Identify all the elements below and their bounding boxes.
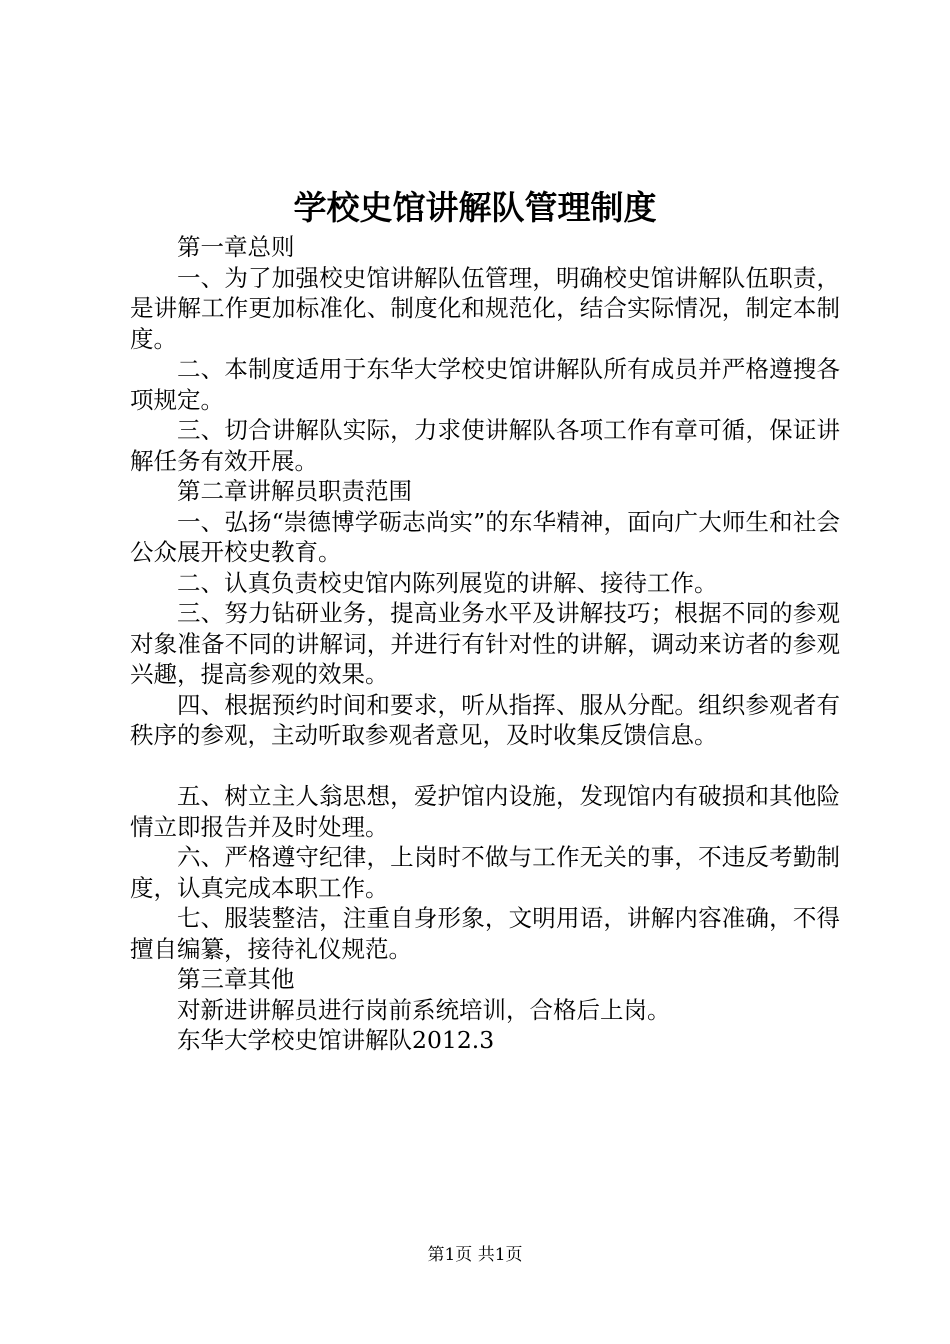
paragraph: 七、服装整洁，注重自身形象，文明用语，讲解内容准确，不得擅自编纂，接待礼仪规范。 — [130, 904, 840, 963]
page-title: 学校史馆讲解队管理制度 — [293, 188, 657, 227]
paragraph: 五、树立主人翁思想，爱护馆内设施，发现馆内有破损和其他险情立即报告并及时处理。 — [130, 782, 840, 841]
paragraph: 三、努力钻研业务，提高业务水平及讲解技巧；根据不同的参观对象准备不同的讲解词，并进行有针对性的讲解，调动来访者的参观兴趣，提高参观的效果。 — [130, 599, 840, 688]
chapter-heading: 第三章其他 — [177, 965, 295, 993]
paragraph: 对新进讲解员进行岗前系统培训，合格后上岗。 — [177, 995, 671, 1024]
chapter-heading: 第二章讲解员职责范围 — [177, 477, 412, 505]
document-body — [130, 232, 840, 1056]
paragraph: 二、本制度适用于东华大学校史馆讲解队所有成员并严格遵搜各项规定。 — [130, 355, 840, 414]
signature-line: 东华大学校史馆讲解队2012.3 — [177, 1026, 495, 1054]
paragraph: 四、根据预约时间和要求，听从指挥、服从分配。组织参观者有秩序的参观，主动听取参观者意见，及时收集反馈信息。 — [130, 690, 840, 749]
paragraph: 一、为了加强校史馆讲解队伍管理，明确校史馆讲解队伍职责，是讲解工作更加标准化、制度化和规范化，结合实际情况，制定本制度。 — [130, 263, 840, 353]
page-footer: 第1页 共1页 — [427, 1245, 523, 1265]
paragraph: 二、认真负责校史馆内陈列展览的讲解、接待工作。 — [177, 568, 718, 597]
chapter-heading: 第一章总则 — [177, 233, 295, 261]
paragraph: 六、严格遵守纪律，上岗时不做与工作无关的事，不违反考勤制度，认真完成本职工作。 — [130, 843, 840, 902]
paragraph: 一、弘扬“崇德博学砺志尚实”的东华精神，面向广大师生和社会公众展开校史教育。 — [130, 507, 840, 566]
paragraph: 三、切合讲解队实际，力求使讲解队各项工作有章可循，保证讲解任务有效开展。 — [130, 416, 840, 475]
